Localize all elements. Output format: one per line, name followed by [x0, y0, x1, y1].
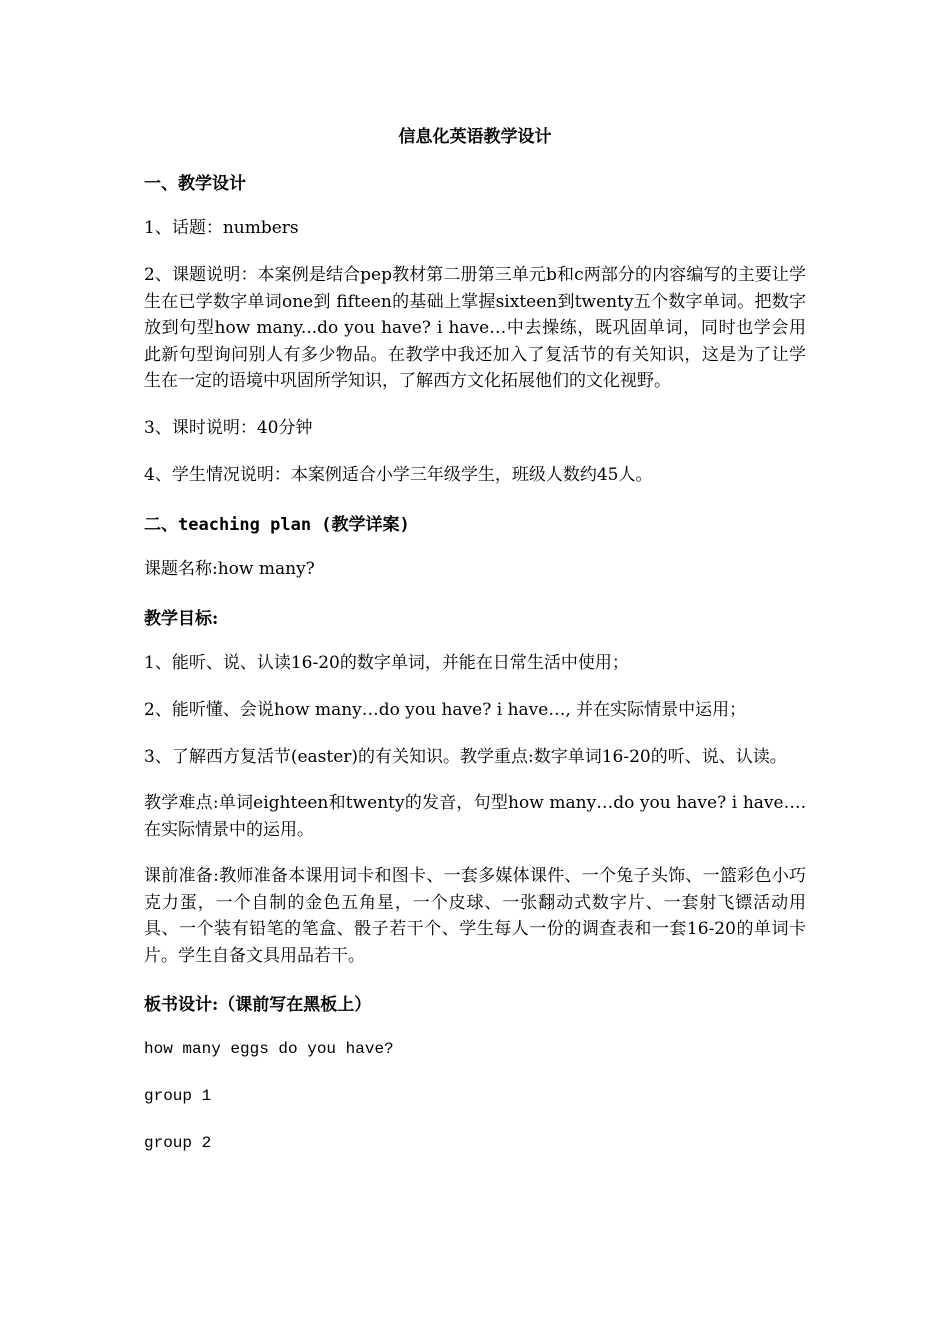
section-heading-teaching-design: 一、教学设计	[144, 174, 246, 194]
objective-item-1: 1、能听、说、认读16-20的数字单词，并能在日常生活中使用；	[144, 652, 629, 673]
section-heading-teaching-plan: 二、teaching plan (教学详案)	[144, 514, 410, 535]
board-line-question: how many eggs do you have?	[144, 1040, 394, 1058]
board-line-group-2: group 2	[144, 1134, 212, 1152]
difficulty-paragraph: 教学难点:单词eighteen和twenty的发音，句型how many…do you have? i have….在实际情景中的运用。	[144, 793, 806, 840]
objective-item-3: 3、了解西方复活节(easter)的有关知识。教学重点:数字单词16-20的听、说、认读。	[144, 746, 787, 767]
lesson-description-paragraph: 2、课题说明：本案例是结合pep教材第二册第三单元b和c两部分的内容编写的主要让学生在已学数字单词one到 fifteen的基础上掌握sixteen到twenty五个数字单词。把数字放到句型how many...do you have? i have…中去操练，既巩固单词，同时也学会用此新句型询问别人有多少物品。在教学中我还加入了复活节的有关知识，这是为了让学生在一定的语境中巩固所学知识，了解西方文化拓展他们的文化视野。	[144, 265, 806, 391]
student-info-paragraph: 4、学生情况说明：本案例适合小学三年级学生，班级人数约45人。	[144, 464, 653, 485]
board-design-heading: 板书设计:（课前写在黑板上）	[144, 995, 372, 1015]
document-title: 信息化英语教学设计	[398, 127, 552, 147]
preparation-paragraph: 课前准备:教师准备本课用词卡和图卡、一套多媒体课件、一个兔子头饰、一篮彩色小巧克力蛋，一个自制的金色五角星，一个皮球、一张翻动式数字片、一套射飞镖活动用具、一个装有铅笔的笔盒、骰子若干个、学生每人一份的调查表和一套16-20的单词卡片。学生自备文具用品若干。	[144, 866, 806, 966]
objective-item-2: 2、能听懂、会说how many…do you have? i have…, 并在实际情景中运用；	[144, 699, 747, 720]
topic-paragraph: 1、话题：numbers	[144, 218, 299, 238]
board-line-group-1: group 1	[144, 1087, 212, 1105]
course-name-paragraph: 课题名称:how many?	[144, 558, 315, 579]
lesson-duration-paragraph: 3、课时说明：40分钟	[144, 417, 313, 438]
objectives-heading: 教学目标:	[144, 608, 219, 629]
